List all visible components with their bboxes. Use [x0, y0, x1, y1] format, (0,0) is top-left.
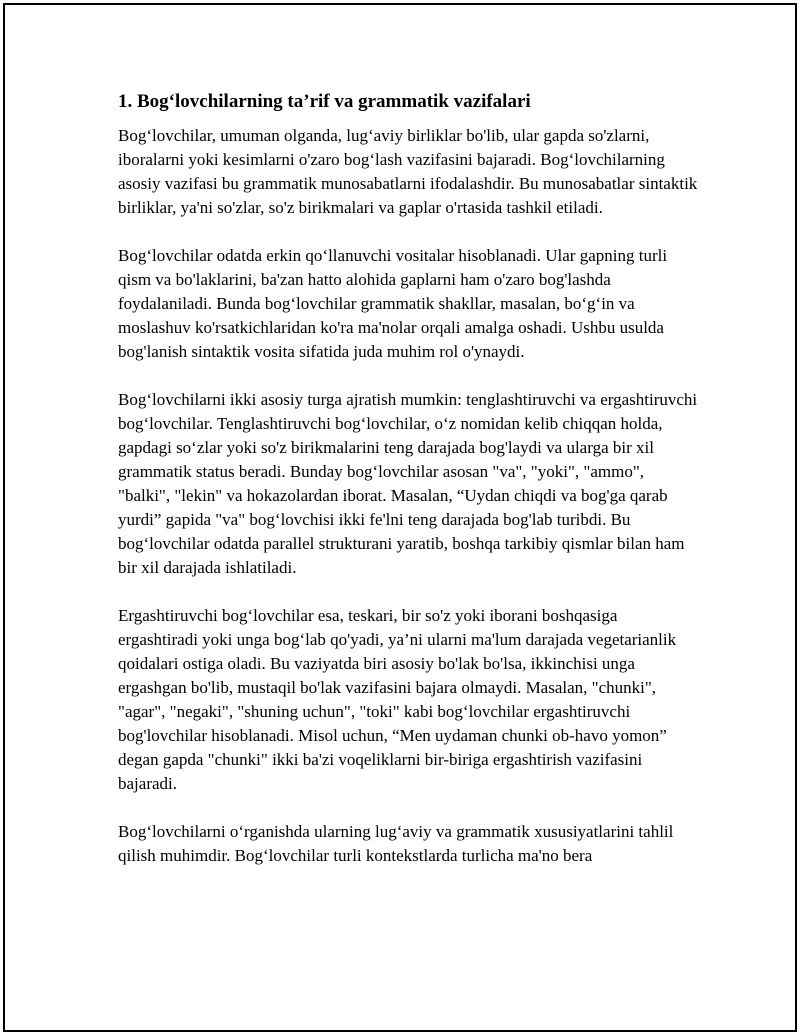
paragraph-5: Bog‘lovchilarni o‘rganishda ularning lug‘aviy va grammatik xususiyatlarini tahlil qilish muhimdir. Bog‘lovchilar turli kontekstlarda turlicha ma'no bera [118, 822, 674, 865]
document-body [118, 90, 698, 868]
paragraph-3: Bog‘lovchilarni ikki asosiy turga ajratish mumkin: tenglashtiruvchi va ergashtiruvchi bog‘lovchilar. Tenglashtiruvchi bog‘lovchilar, o‘z nomidan kelib chiqqan holda, gapdagi so‘zlar yoki so'z birikmalarini teng darajada bog'laydi va ularga bir xil grammatik status beradi. Bunday bog‘lovchilar asosan "va", "yoki", "ammo", "balki", "lekin" va hokazolardan iborat. Masalan, “Uydan chiqdi va bog'ga qarab yurdi” gapida "va" bog‘lovchisi ikki fe'lni teng darajada bog'lab turibdi. Bu bog‘lovchilar odatda parallel strukturani yaratib, boshqa tarkibiy qismlar bilan ham bir xil darajada ishlatiladi. [118, 390, 698, 577]
paragraph-4: Ergashtiruvchi bog‘lovchilar esa, teskari, bir so'z yoki iborani boshqasiga ergashtiradi yoki unga bog‘lab qo'yadi, ya’ni ularni ma'lum darajada vegetarianlik qoidalari ostiga oladi. Bu vaziyatda biri asosiy bo'lak bo'lsa, ikkinchisi unga ergashgan bo'lib, mustaqil bo'lak vazifasini bajara olmaydi. Masalan, "chunki", "agar", "negaki", "shuning uchun", "toki" kabi bog‘lovchilar ergashtiruvchi bog'lovchilar hisoblanadi. Misol uchun, “Men uydaman chunki ob-havo yomon” degan gapda "chunki" ikki ba'zi voqeliklarni bir-biriga ergashtirish vazifasini bajaradi. [118, 606, 677, 793]
paragraph-1: Bog‘lovchilar, umuman olganda, lug‘aviy birliklar bo'lib, ular gapda so'zlarni, iboralarni yoki kesimlarni o'zaro bog‘lash vazifasini bajaradi. Bog‘lovchilarning asosiy vazifasi bu grammatik munosabatlarni ifodalashdir. Bu munosabatlar sintaktik birliklar, ya'ni so'zlar, so'z birikmalari va gaplar o'rtasida tashkil etiladi. [118, 126, 698, 217]
section-heading: 1. Bog‘lovchilarning ta’rif va grammatik vazifalari [118, 91, 531, 112]
paragraph-2: Bog‘lovchilar odatda erkin qo‘llanuvchi vositalar hisoblanadi. Ular gapning turli qism va bo'laklarini, ba'zan hatto alohida gaplarni ham o'zaro bog'lashda foydalaniladi. Bunda bog‘lovchilar grammatik shakllar, masalan, bo‘g‘in va moslashuv ko'rsatkichlaridan ko'ra ma'nolar orqali amalga oshadi. Ushbu usulda bog'lanish sintaktik vosita sifatida juda muhim rol o'ynaydi. [118, 246, 668, 361]
